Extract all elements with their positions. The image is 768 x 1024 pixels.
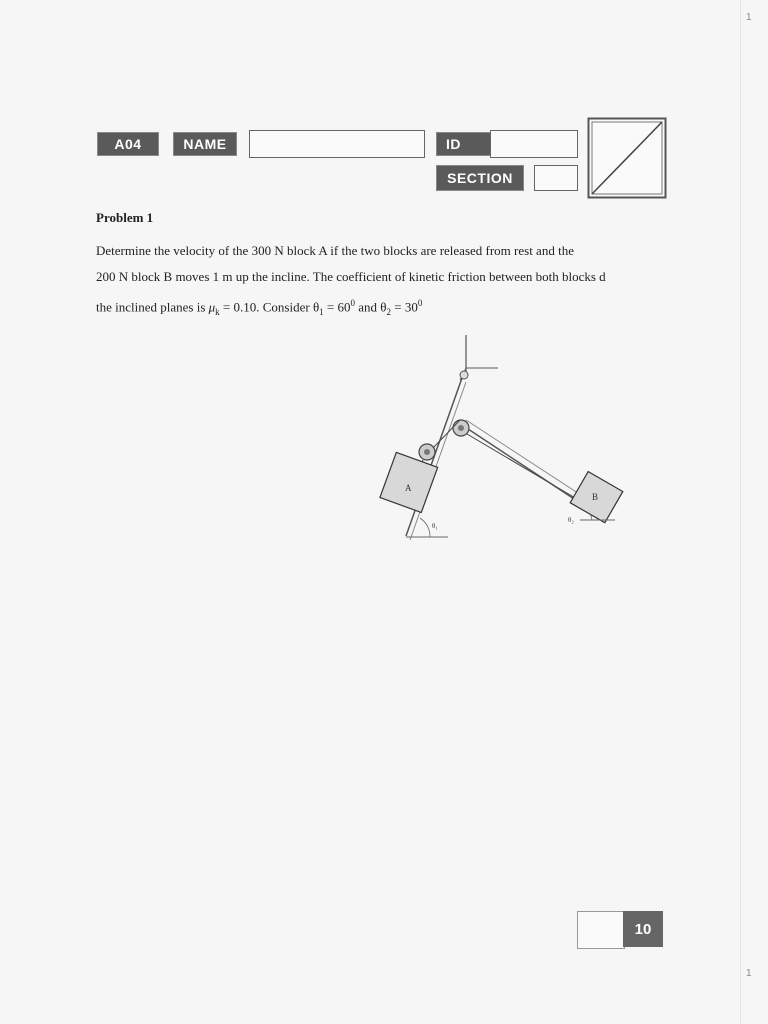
page-score: 10 — [623, 911, 663, 947]
theta2-label: θ₂ — [568, 516, 574, 524]
block-b-label: B — [592, 492, 599, 502]
problem-line-2: 200 N block B moves 1 m up the incline. The coefficient of kinetic friction between both blocks d — [96, 269, 606, 284]
degree-1: 0 — [350, 298, 356, 308]
id-label: ID — [436, 132, 524, 156]
and-theta: and θ — [355, 299, 387, 315]
theta1-label: θ₁ — [432, 522, 438, 530]
section-field[interactable] — [534, 165, 578, 191]
theta2-subscript: 2 — [386, 306, 392, 317]
name-label: NAME — [173, 132, 237, 156]
score-box — [577, 911, 625, 949]
section-label: SECTION — [436, 165, 524, 191]
margin-mark-bottom: 1 — [746, 968, 752, 979]
line3-mid: = 0.10. Consider θ — [219, 299, 320, 315]
degree-2: 0 — [417, 298, 423, 308]
theta2-value: = 30 — [391, 299, 418, 315]
top-pulley — [460, 371, 468, 379]
exam-code-label: A04 — [97, 132, 159, 156]
problem-title: Problem 1 — [96, 210, 154, 225]
line3-pre: the inclined planes is — [96, 299, 209, 315]
block-a-label: A — [405, 483, 412, 493]
margin-mark-top: 1 — [746, 12, 752, 23]
left-incline — [406, 378, 462, 536]
problem-figure — [370, 330, 640, 550]
name-field[interactable] — [249, 130, 425, 158]
grade-box — [587, 117, 667, 199]
theta1-subscript: 1 — [319, 306, 324, 317]
mu-symbol: μ — [208, 299, 216, 315]
mu-subscript: k — [215, 306, 220, 317]
theta1-value: = 60 — [323, 299, 351, 315]
problem-line-3 — [96, 290, 636, 325]
id-field[interactable] — [490, 130, 578, 158]
problem-statement — [96, 238, 636, 325]
page-edge — [740, 0, 741, 1024]
problem-line-1: Determine the velocity of the 300 N block A if the two blocks are released from rest and the — [96, 243, 574, 258]
